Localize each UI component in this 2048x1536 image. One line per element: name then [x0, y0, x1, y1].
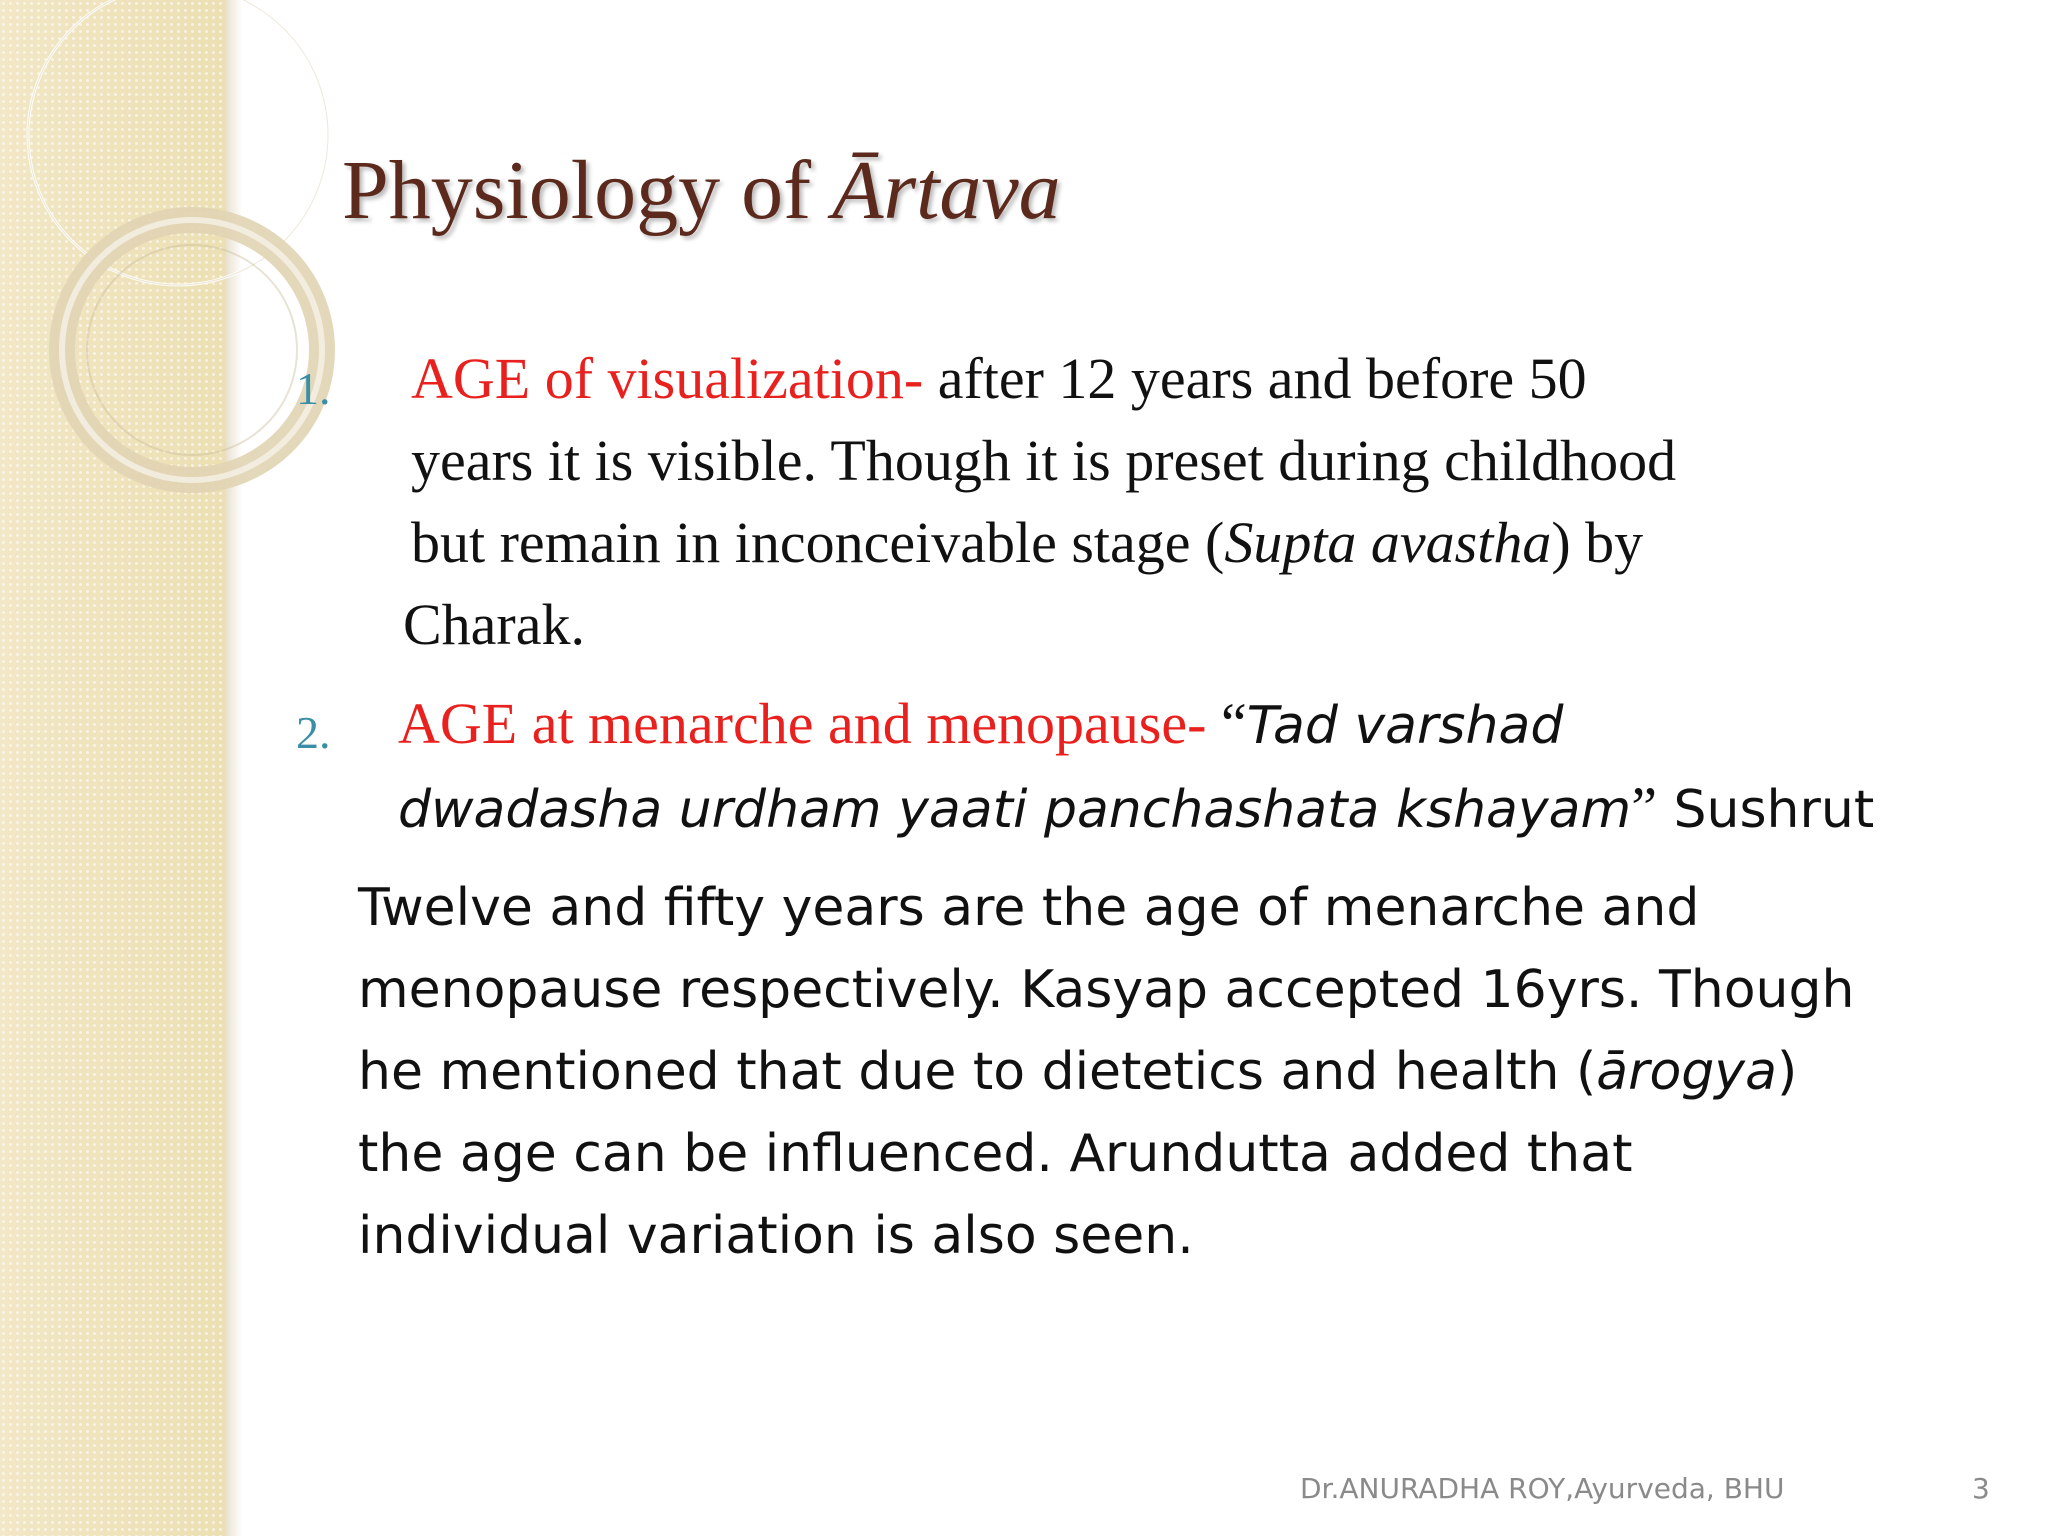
- list-item-text: after 12 years and before 50: [923, 346, 1587, 411]
- body-paragraph: [358, 867, 1998, 1277]
- footer-author: Dr.ANURADHA ROY,Ayurveda, BHU: [1300, 1472, 1785, 1505]
- list-number: 1.: [296, 363, 331, 414]
- list-item-line: [411, 502, 1971, 584]
- list-item-line: Charak.: [403, 592, 585, 657]
- list-item-highlight: AGE at menarche and menopause-: [398, 691, 1207, 756]
- page-number: 3: [1972, 1472, 1990, 1505]
- list-item-line: [398, 767, 1978, 851]
- paragraph-line: the age can be influenced. Arundutta added that: [358, 1124, 1633, 1184]
- list-item: [398, 683, 1978, 851]
- paragraph-text: he mentioned that due to dietetics and health (: [358, 1042, 1597, 1102]
- list-item: [403, 338, 1971, 666]
- quote-attribution: Sushrut: [1656, 780, 1875, 840]
- list-item-line: [398, 683, 1978, 767]
- list-number: 2.: [296, 707, 331, 758]
- paragraph-line: [358, 1031, 1998, 1113]
- quote-text: dwadasha urdham yaati panchashata kshayam: [398, 780, 1632, 840]
- quote-open: “: [1206, 691, 1247, 756]
- paragraph-line: Twelve and fifty years are the age of menarche and: [358, 878, 1700, 938]
- paragraph-italic-text: ārogya: [1596, 1042, 1777, 1102]
- page-title: [342, 142, 1061, 239]
- paragraph-line: menopause respectively. Kasyap accepted 16yrs. Though: [358, 960, 1855, 1020]
- decorative-rings: [0, 0, 400, 560]
- list-item-italic-text: Supta avastha: [1224, 510, 1552, 575]
- list-item-text: but remain in inconceivable stage (: [411, 510, 1225, 575]
- quote-close: ”: [1631, 775, 1657, 840]
- list-item-highlight: AGE of visualization-: [411, 346, 924, 411]
- paragraph-text: ): [1776, 1042, 1798, 1102]
- title-italic-text: Ārtava: [832, 144, 1061, 237]
- list-item-line: [411, 338, 1971, 420]
- title-text: Physiology of: [342, 144, 833, 237]
- paragraph-line: individual variation is also seen.: [358, 1206, 1194, 1266]
- list-item-text: ) by: [1551, 510, 1644, 575]
- list-item-line: years it is visible. Though it is preset during childhood: [411, 428, 1677, 493]
- quote-text: Tad varshad: [1246, 696, 1564, 756]
